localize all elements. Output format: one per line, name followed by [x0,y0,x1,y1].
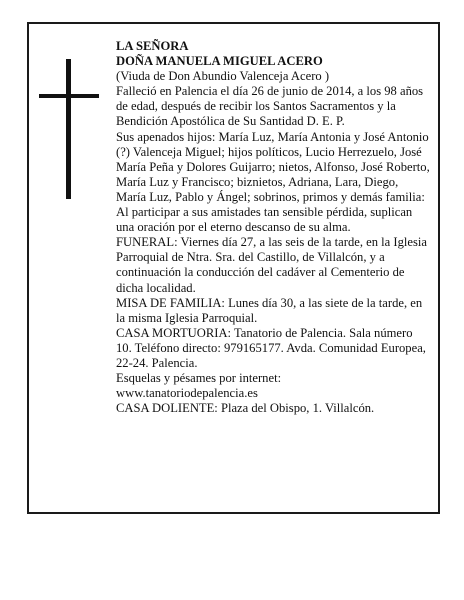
condolences-label: Esquelas y pésames por internet: [116,371,282,386]
family-home-details: CASA DOLIENTE: Plaza del Obispo, 1. Villalcón. [116,401,375,416]
family-mass-details: MISA DE FAMILIA: Lunes día 30, a las siete de la tarde, en la misma Iglesia Parroquial. [116,295,423,325]
prayer-request: Al participar a sus amistades tan sensible pérdida, suplican una oración por el eterno descanso de su alma. [116,205,413,235]
cross-horizontal-bar [39,94,99,98]
heading-title: LA SEÑORA [116,39,189,53]
cross-vertical-bar [66,59,71,199]
deceased-name: DOÑA MANUELA MIGUEL ACERO [116,54,323,69]
family-list: Sus apenados hijos: María Luz, María Antonia y José Antonio (?) Valenceja Miguel; hijos políticos, Lucio Herrezuelo, José María Peña y Dolores Guijarro; nietos, Alfonso, José Roberto, María Luz y Francisco; biznietos, Adriana, Lara, Diego, María Luz, Pablo y Ángel; sobrinos, primos y demás familia: [116,129,430,204]
obituary-notice [27,22,440,514]
widow-of-line: (Viuda de Don Abundio Valenceja Acero ) [116,69,330,84]
mortuary-details: CASA MORTUORIA: Tanatorio de Palencia. Sala número 10. Teléfono directo: 979165177. Avda. Comunidad Europea, 22-24. Palencia. [116,325,426,370]
website-text: www.tanatoriodepalencia.es [116,386,258,401]
death-announcement: Falleció en Palencia el día 26 de junio de 2014, a los 98 años de edad, después de recibir los Santos Sacramentos y la Bendición Apostólica de Su Santidad D. E. P. [116,84,424,129]
notice-body [116,39,431,416]
funeral-details: FUNERAL: Viernes día 27, a las seis de la tarde, en la Iglesia Parroquial de Ntra. Sra. del Castillo, de Villalcón, y a continuación la conducción del cadáver al Cementerio de dicha localidad. [116,235,427,295]
